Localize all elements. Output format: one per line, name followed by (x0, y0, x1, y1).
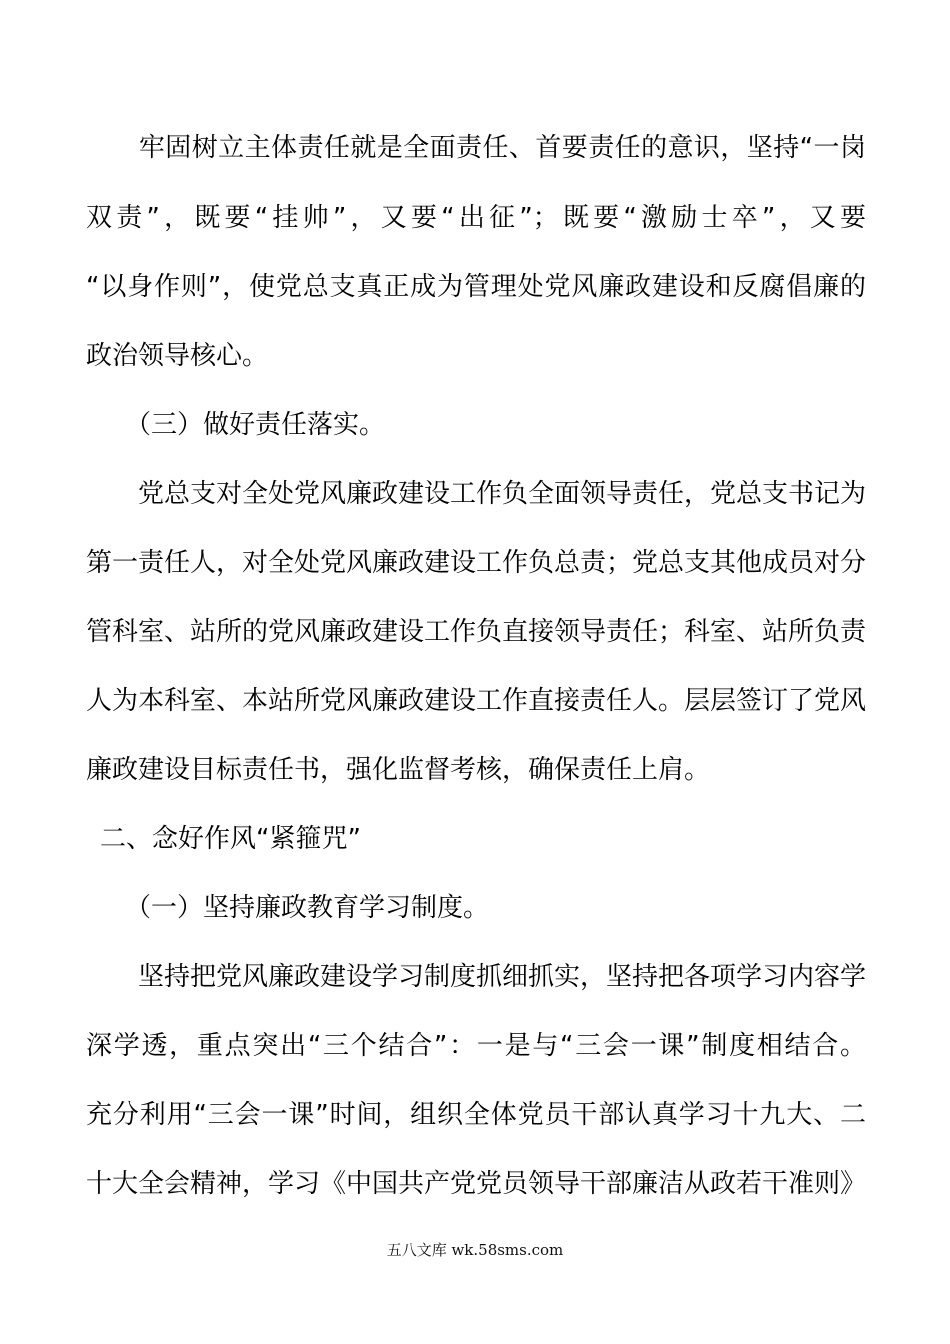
paragraph-line: 坚持把党风廉政建设学习制度抓细抓实，坚持把各项学习内容学 (86, 962, 867, 992)
section-heading: 二、念好作风“紧箍咒” (100, 824, 361, 854)
paragraph-line: 政治领导核心。 (86, 341, 269, 371)
section-subheading: （一）坚持廉政教育学习制度。 (86, 893, 490, 923)
paragraph-line: 十大全会精神，学习《中国共产党党员领导干部廉洁从政若干准则》 (86, 1169, 867, 1199)
paragraph-line: 廉政建设目标责任书，强化监督考核，确保责任上肩。 (86, 755, 711, 785)
paragraph-line: 充分利用“三会一课”时间，组织全体党员干部认真学习十九大、二 (86, 1100, 866, 1130)
paragraph-line: 人为本科室、本站所党风廉政建设工作直接责任人。层层签订了党风 (86, 686, 867, 716)
page-footer-watermark: 五八文库 wk.58sms.com (386, 1241, 564, 1259)
paragraph-line: 牢固树立主体责任就是全面责任、首要责任的意识，坚持“一岗 (86, 133, 866, 163)
paragraph-line: 党总支对全处党风廉政建设工作负全面领导责任，党总支书记为 (86, 479, 867, 509)
paragraph-line: 深学透，重点突出“三个结合”：一是与“三会一课”制度相结合。 (86, 1031, 866, 1061)
paragraph-line: 管科室、站所的党风廉政建设工作负直接领导责任；科室、站所负责 (86, 617, 867, 647)
section-subheading: （三）做好责任落实。 (86, 410, 386, 440)
paragraph-line: 双责”，既要“挂帅”，又要“出征”；既要“激励士卒”，又要 (86, 203, 866, 233)
paragraph-line: “以身作则”，使党总支真正成为管理处党风廉政建设和反腐倡廉的 (86, 272, 866, 302)
paragraph-line: 第一责任人，对全处党风廉政建设工作负总责；党总支其他成员对分 (86, 548, 867, 578)
